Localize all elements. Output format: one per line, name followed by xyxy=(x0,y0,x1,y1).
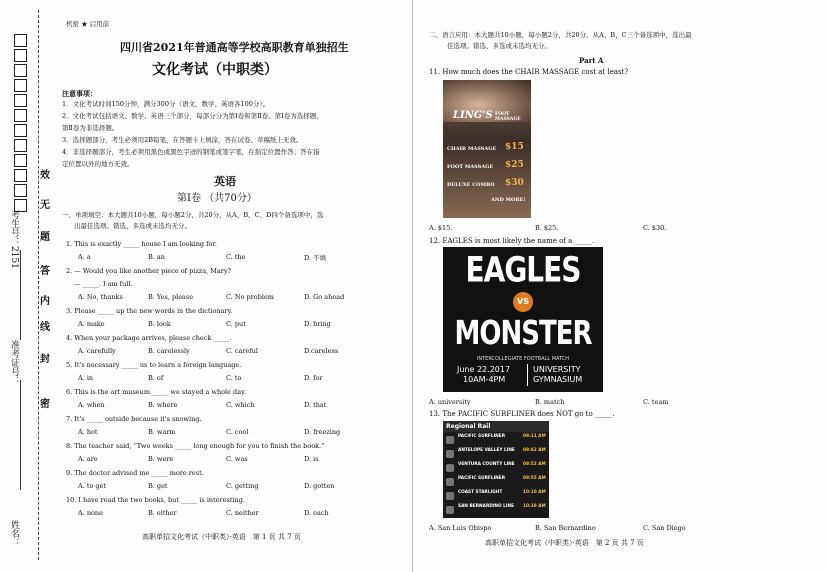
note-line: 3．选择题部分，考生必须用2B铅笔，在答题卡上填涂，答在试卷、草稿纸上无效。 xyxy=(62,136,303,144)
rail-line-name: VENTURA COUNTY LINE xyxy=(458,462,515,467)
seal-line xyxy=(38,10,40,560)
page-1 xyxy=(62,0,407,572)
option: D. for xyxy=(304,374,323,382)
question-stem: 1. This is exactly _____ house I am looking for. xyxy=(66,240,217,248)
candidate-label: 考生号：2151 xyxy=(9,210,19,269)
section-instruction-cont: 佳选项。错选、多选或未选均无分。 xyxy=(447,42,551,50)
question-12: 12. EAGLES is most likely the name of a _____. xyxy=(429,237,595,245)
rail-title: Regional Rail xyxy=(443,421,549,432)
option: B. San Bernardino xyxy=(535,524,596,532)
page-footer: 高职单招文化考试（中职类）·英语 第 1 页 共 7 页 xyxy=(142,533,301,541)
match-poster xyxy=(443,247,603,392)
advert-line: FOOT MASSAGE xyxy=(447,164,494,170)
rail-departure-time: 09:52 AM xyxy=(523,462,546,467)
option: B. where xyxy=(148,401,178,409)
question-stem: 3. Please _____ up the new words in the dictionary. xyxy=(66,307,233,315)
poster-team-1: EAGLES xyxy=(465,248,581,291)
note-line: 4．非选择题部分，考生必须用黑色或黑色字迹的钢笔或签字笔，在指定位置作答；答在指 xyxy=(62,148,320,156)
page-2 xyxy=(425,0,820,572)
option: C. the xyxy=(226,253,246,261)
rail-board xyxy=(443,421,549,518)
question-stem: 9. The doctor advised me _____ more rest. xyxy=(66,469,204,477)
volume-heading: 第Ⅰ卷 （共70分） xyxy=(177,193,257,204)
option: A. $15. xyxy=(429,224,453,232)
train-icon xyxy=(446,492,454,500)
seal-char: 效 xyxy=(40,170,50,181)
train-icon xyxy=(446,478,454,486)
option: B. an xyxy=(148,253,165,261)
train-icon xyxy=(446,506,454,514)
option: A. carefully xyxy=(78,347,116,355)
option: A. a xyxy=(78,253,91,261)
advert-brand: LING'S xyxy=(453,110,493,121)
option: C. to xyxy=(226,374,242,382)
note-line: 2．文化考试包括语文、数学、英语三个部分，每部分分为第Ⅰ卷和第Ⅱ卷。第Ⅰ卷为选择题， xyxy=(62,112,323,120)
question-stem: 5. It's necessary _____ us to learn a foreign language. xyxy=(66,361,242,369)
section-instruction: 一、单项填空：本大题共10小题，每小题2分，共20分，从A、B、C、D四个备选项中，选 xyxy=(62,211,324,219)
seal-char: 内 xyxy=(40,296,50,307)
notes-heading: 注意事项： xyxy=(62,89,97,98)
option: A. are xyxy=(78,455,98,463)
option: C. team xyxy=(643,398,669,406)
option: C. getting xyxy=(226,482,259,490)
question-stem: 2. — Would you like another piece of pizza, Mary? xyxy=(66,267,232,275)
poster-time: 10AM-4PM xyxy=(463,375,506,384)
question-stem: 8. The teacher said, “Two weeks _____ long enough for you to finish the book.” xyxy=(66,442,325,450)
part-heading: Part A xyxy=(579,56,604,65)
option: C. put xyxy=(226,320,246,328)
option: A. hot xyxy=(78,428,98,436)
rail-departure-time: 09:55 AM xyxy=(523,476,546,481)
option: C. cool xyxy=(226,428,249,436)
seal-char: 线 xyxy=(40,322,50,333)
option: C. San Diego xyxy=(643,524,686,532)
option: D. bring xyxy=(304,320,331,328)
examno-underline xyxy=(20,380,21,490)
option: C. $30. xyxy=(643,224,667,232)
section-instruction: 二、语言应用：本大题共10小题，每小题2分，共20分。从A、B、C三个备选项中，选出最 xyxy=(429,31,692,39)
page-divider xyxy=(412,0,413,572)
seal-char: 密 xyxy=(40,399,50,410)
advert-price: $15 xyxy=(505,142,524,152)
option: D.careless xyxy=(304,347,339,355)
option: C. careful xyxy=(226,347,259,355)
rail-line-name: SAN BERNARDINO LINE xyxy=(458,504,515,509)
poster-subtitle: INTERCOLLEGIATE FOOTBALL MATCH xyxy=(476,356,570,362)
candidate-underline xyxy=(20,250,21,340)
option: C. was xyxy=(226,455,248,463)
note-line: 第Ⅱ卷为非选择题。 xyxy=(62,124,119,132)
option: B. either xyxy=(148,509,177,517)
train-icon xyxy=(446,464,454,472)
rail-line-name: PACIFIC SURFLINER xyxy=(458,434,506,439)
option: B. Yes, please xyxy=(148,293,194,301)
advert-line: AND MORE! xyxy=(491,197,526,203)
exam-title: 四川省2021年普通高等学校高职教育单独招生 xyxy=(120,41,349,54)
seal-char: 答 xyxy=(40,266,50,277)
question-stem: 10. I have read the two books, but _____ is interesting. xyxy=(66,496,245,504)
examno-label: 准考证号： xyxy=(9,340,19,385)
poster-vs-badge: VS xyxy=(513,292,533,312)
poster-date: June 22.2017 xyxy=(457,365,511,374)
option: D. gotten xyxy=(304,482,335,490)
subject-heading: 英语 xyxy=(214,175,236,188)
option: B. match xyxy=(535,398,565,406)
rail-departure-time: 09:42 AM xyxy=(523,448,546,453)
option: B. of xyxy=(148,374,164,382)
page-footer: 高职单招文化考试（中职类）·英语 第 2 页 共 7 页 xyxy=(485,539,644,547)
option: A. to get xyxy=(78,482,107,490)
section-instruction-cont: 出最佳选项。错选、多选或未选均无分。 xyxy=(74,222,191,230)
massage-advert xyxy=(443,80,531,218)
rail-departure-time: 09:11 AM xyxy=(523,434,546,439)
advert-line: CHAIR MASSAGE xyxy=(447,146,497,152)
note-line: 1．文化考试时间150分钟，满分300分（语文、数学、英语各100分）。 xyxy=(62,100,270,108)
option: D. is xyxy=(304,455,319,463)
option: D. that xyxy=(304,401,327,409)
note-line: 定位置以外的地方无效。 xyxy=(62,160,134,168)
option: B. look xyxy=(148,320,171,328)
name-label: 姓名： xyxy=(9,520,19,547)
option: B. carelessly xyxy=(148,347,190,355)
seal-char: 题 xyxy=(40,232,50,243)
option: A. San Luis Obispo xyxy=(429,524,492,532)
seal-char: 封 xyxy=(40,354,50,365)
confidential-mark: 机密 ★ 启用前 xyxy=(66,20,110,28)
option: A. none xyxy=(78,509,103,517)
option: B. were xyxy=(148,455,174,463)
option: A. make xyxy=(78,320,105,328)
option: B. $25. xyxy=(535,224,559,232)
question-stem-cont: — _____. I am full. xyxy=(74,280,133,288)
advert-line: DELUXE COMBO xyxy=(447,182,495,188)
rail-line-name: COAST STARLIGHT xyxy=(458,490,503,495)
question-stem: 7. It's _____ outside because it's snowing. xyxy=(66,415,202,423)
rail-line-name: PACIFIC SURFLINER xyxy=(458,476,506,481)
question-stem: 6. This is the art museum _____ we stayed a whole day. xyxy=(66,388,246,396)
poster-place: GYMNASIUM xyxy=(533,375,583,384)
advert-price: $30 xyxy=(505,178,524,188)
option: D. Go ahead xyxy=(304,293,345,301)
option: B. get xyxy=(148,482,168,490)
poster-place: UNIVERSITY xyxy=(533,365,581,374)
advert-sub: FOOT MASSAGE xyxy=(495,112,521,122)
question-stem: 4. When your package arrives, please check _____. xyxy=(66,334,232,342)
option: D. each xyxy=(304,509,329,517)
question-11: 11. How much does the CHAIR MASSAGE cost at least? xyxy=(429,68,629,76)
binding-gutter xyxy=(0,0,56,572)
question-13: 13. The PACIFIC SURFLINER does NOT go to _____. xyxy=(429,410,615,418)
seal-char: 无 xyxy=(40,200,50,211)
train-icon xyxy=(446,450,454,458)
rail-line-name: ANTELOPE VALLEY LINE xyxy=(458,448,515,453)
advert-price: $25 xyxy=(505,160,524,170)
poster-separator xyxy=(527,364,528,386)
option: D. 不填 xyxy=(304,254,327,262)
poster-team-2: MONSTER xyxy=(454,315,592,353)
option: A. No, thanks xyxy=(78,293,123,301)
option: C. No problem xyxy=(226,293,274,301)
option: C. which xyxy=(226,401,255,409)
option: A. in xyxy=(78,374,94,382)
rail-departure-time: 10:19 AM xyxy=(523,504,546,509)
option: A. when xyxy=(78,401,105,409)
option: D. freezing xyxy=(304,428,341,436)
exam-subtitle: 文化考试（中职类） xyxy=(152,62,278,78)
option: C. neither xyxy=(226,509,259,517)
option: A. university xyxy=(429,398,471,406)
answer-box-column xyxy=(14,34,27,214)
train-icon xyxy=(446,436,454,444)
rail-departure-time: 10:10 AM xyxy=(523,490,546,495)
option: B. warm xyxy=(148,428,176,436)
